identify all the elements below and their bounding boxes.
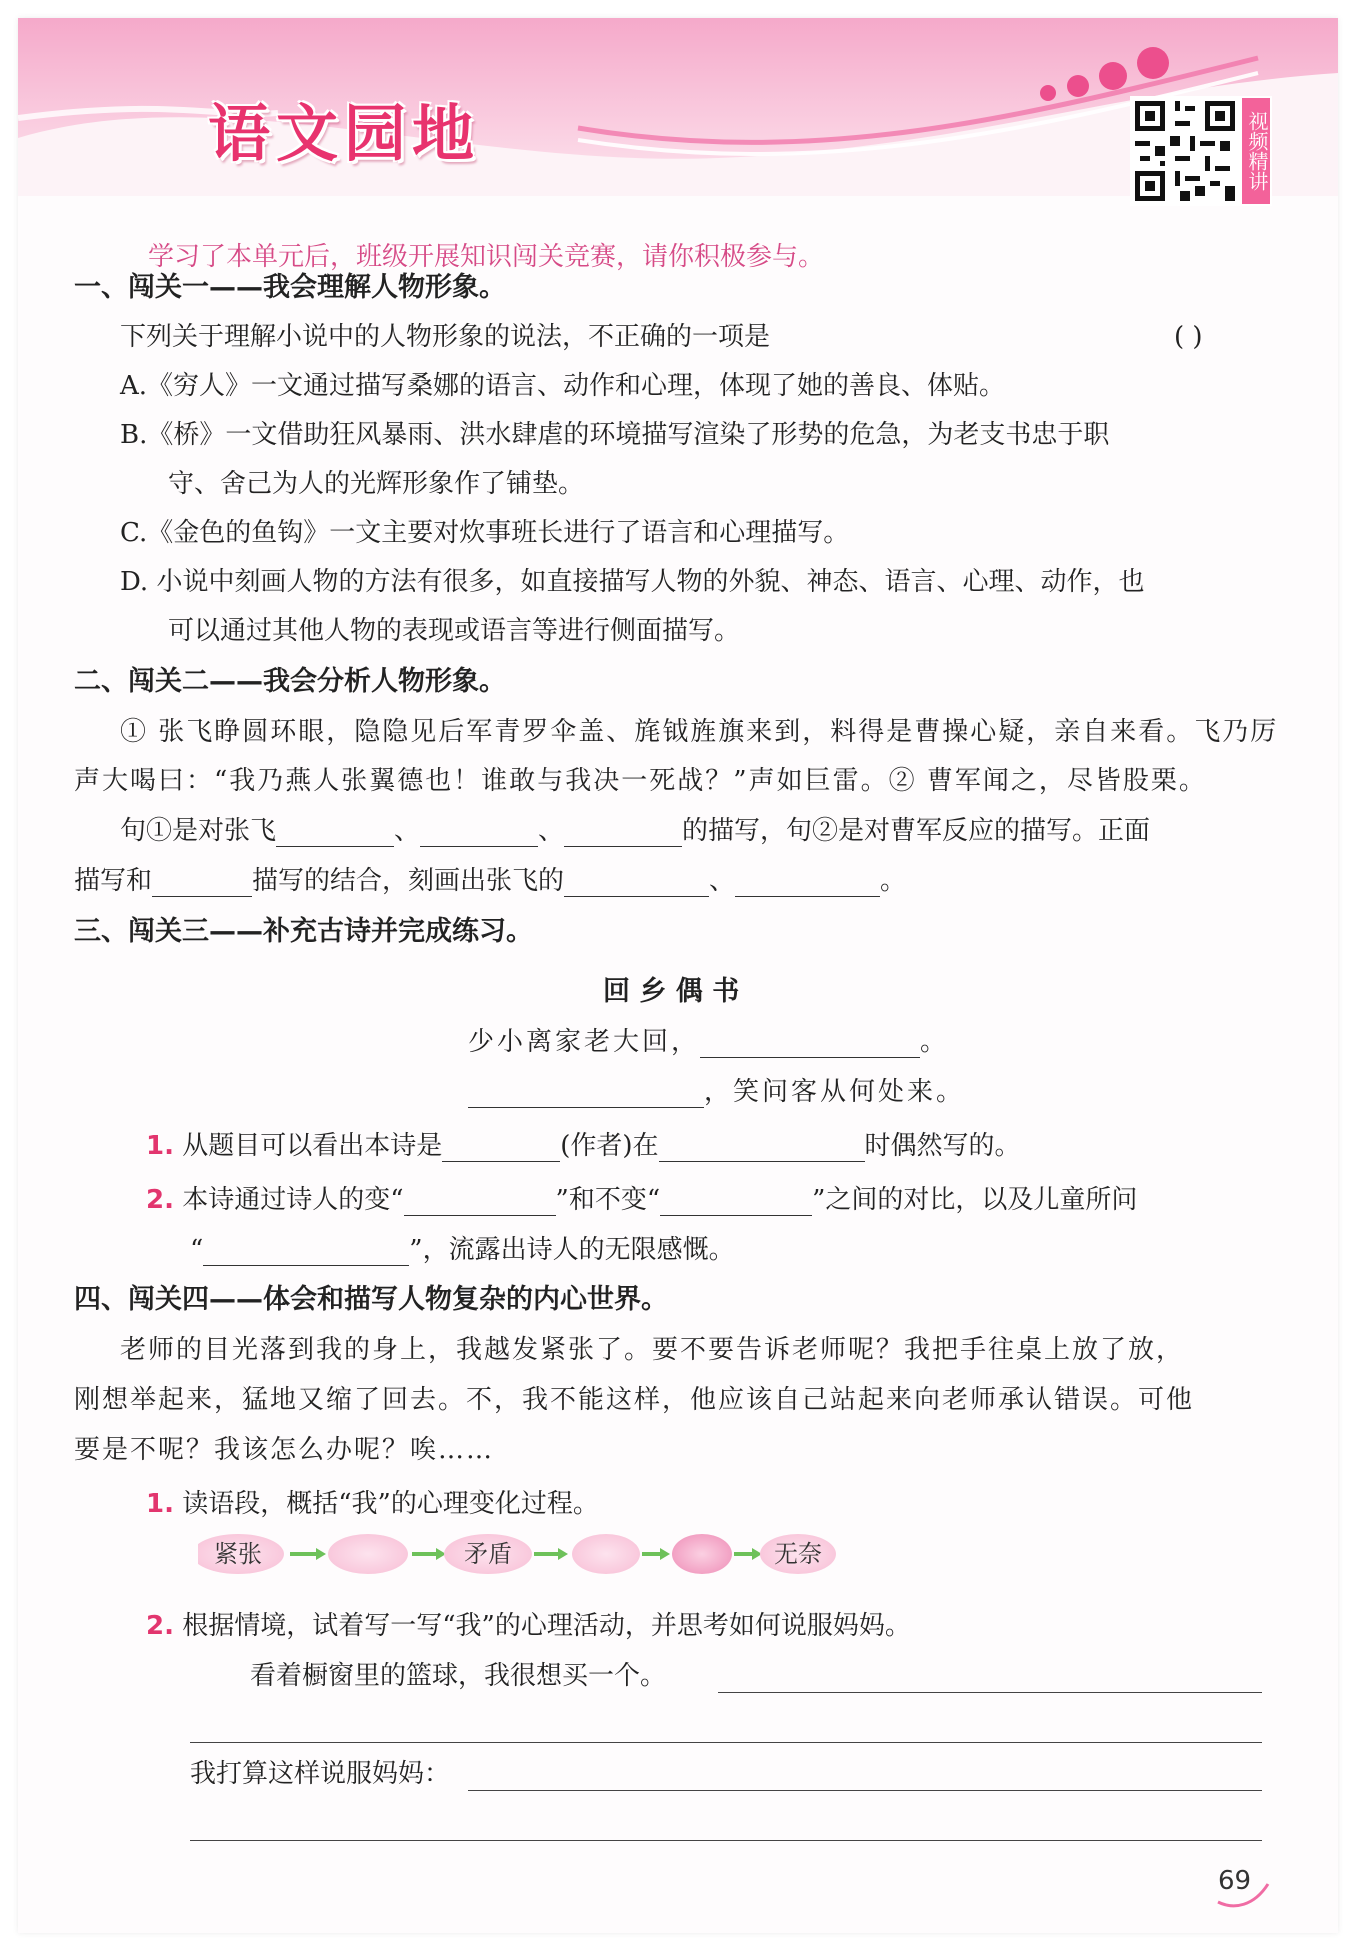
option-b-cont: 守、舍己为人的光辉形象作了铺垫。: [168, 469, 585, 499]
writing-line[interactable]: [718, 1692, 1262, 1693]
flow-label-conflicted: 矛盾: [464, 1540, 512, 1568]
option-a[interactable]: A.《穷人》一文通过描写桑娜的语言、动作和心理，体现了她的善良、体贴。: [120, 371, 1006, 401]
section2-passage-line2: 声大喝曰：“我乃燕人张翼德也！谁敢与我决一死战？”声如巨雷。② 曹军闻之，尽皆股栗。: [74, 766, 1207, 796]
writing-line[interactable]: [468, 1790, 1262, 1791]
writing-prompt-2: 我打算这样说服妈妈：: [190, 1759, 451, 1789]
flow-blank-3[interactable]: [672, 1534, 732, 1574]
decor-dot-icon: [1040, 85, 1056, 101]
page-title: 语文园地: [208, 97, 481, 170]
writing-prompt-1: 看着橱窗里的篮球，我很想买一个。: [250, 1661, 667, 1691]
emotion-flow-diagram: [198, 1530, 838, 1578]
flow-blank-1[interactable]: [328, 1534, 408, 1574]
writing-line[interactable]: [190, 1840, 1262, 1841]
answer-blank[interactable]: [152, 870, 252, 897]
answer-blank[interactable]: [203, 1239, 409, 1266]
section2-question-line1: 句①是对张飞 、 、 的描写，句②是对曹军反应的描写。正面: [120, 816, 1151, 846]
answer-blank[interactable]: [276, 820, 394, 847]
section2-question-line2: 描写和 描写的结合，刻画出张飞的 、 。: [74, 866, 907, 896]
page-number: 69: [1218, 1866, 1252, 1896]
answer-bracket[interactable]: ( ): [1174, 322, 1203, 352]
option-c[interactable]: C.《金色的鱼钩》一文主要对炊事班长进行了语言和心理描写。: [120, 518, 850, 548]
option-d-cont: 可以通过其他人物的表现或语言等进行侧面描写。: [168, 616, 741, 646]
option-d[interactable]: D. 小说中刻画人物的方法有很多，如直接描写人物的外貌、神态、语言、心理、动作，也: [120, 567, 1145, 597]
answer-blank[interactable]: [659, 1135, 865, 1162]
intro-text: 学习了本单元后，班级开展知识闯关竞赛，请你积极参与。: [148, 236, 824, 273]
section4-q2: 2. 根据情境，试着写一写“我”的心理活动，并思考如何说服妈妈。: [146, 1611, 911, 1641]
flow-arrow-icon: [734, 1548, 762, 1560]
section3-q2: 2. 本诗通过诗人的变“ ”和不变“ ”之间的对比，以及儿童所问: [146, 1185, 1138, 1215]
answer-blank[interactable]: [442, 1135, 560, 1162]
flow-blank-2[interactable]: [572, 1534, 640, 1574]
poem-title: 回 乡 偶 书: [603, 976, 740, 1007]
poem-line1: 少小离家老大回， 。: [468, 1027, 950, 1057]
answer-blank[interactable]: [735, 870, 880, 897]
section1-heading: 一、闯关一——我会理解人物形象。: [74, 272, 506, 303]
section3-heading: 三、闯关三——补充古诗并完成练习。: [74, 916, 533, 947]
section4-passage-line3: 要是不呢？我该怎么办呢？唉……: [74, 1435, 495, 1465]
flow-arrow-icon: [290, 1548, 326, 1560]
answer-blank[interactable]: [564, 870, 709, 897]
section3-q2-cont: “ ”，流露出诗人的无限感慨。: [190, 1235, 735, 1265]
writing-line[interactable]: [190, 1742, 1262, 1743]
page-number-swoosh-icon: [1214, 1876, 1274, 1910]
flow-arrow-icon: [642, 1548, 670, 1560]
section4-heading: 四、闯关四——体会和描写人物复杂的内心世界。: [74, 1284, 668, 1315]
section2-heading: 二、闯关二——我会分析人物形象。: [74, 666, 506, 697]
workbook-page: [18, 18, 1338, 1933]
qr-code-icon[interactable]: [1130, 96, 1240, 206]
section4-passage-line1: 老师的目光落到我的身上，我越发紧张了。要不要告诉老师呢？我把手往桌上放了放，: [120, 1335, 1185, 1365]
section4-q1: 1. 读语段，概括“我”的心理变化过程。: [146, 1489, 599, 1519]
flow-label-helpless: 无奈: [774, 1540, 822, 1568]
section1-question: 下列关于理解小说中的人物形象的说法，不正确的一项是: [120, 322, 771, 352]
section3-q1: 1. 从题目可以看出本诗是 (作者)在 时偶然写的。: [146, 1131, 1021, 1161]
poem-line2: ，笑问客从何处来。: [468, 1076, 965, 1108]
answer-blank[interactable]: [468, 1081, 704, 1108]
answer-blank[interactable]: [700, 1031, 920, 1058]
flow-stage-1: [198, 1534, 284, 1574]
option-b[interactable]: B.《桥》一文借助狂风暴雨、洪水肆虐的环境描写渲染了形势的危急，为老支书忠于职: [120, 420, 1110, 450]
section4-passage-line2: 刚想举起来，猛地又缩了回去。不，我不能这样，他应该自己站起来向老师承认错误。可他: [74, 1385, 1195, 1415]
flow-arrow-icon: [412, 1548, 446, 1560]
answer-blank[interactable]: [564, 820, 682, 847]
answer-blank[interactable]: [404, 1189, 556, 1216]
flow-stage-3: [760, 1534, 836, 1574]
answer-blank[interactable]: [420, 820, 538, 847]
flow-label-nervous: 紧张: [214, 1540, 262, 1568]
answer-blank[interactable]: [660, 1189, 812, 1216]
flow-stage-2: [444, 1534, 532, 1574]
section2-passage-line1: ① 张飞睁圆环眼，隐隐见后军青罗伞盖、旄钺旌旗来到，料得是曹操心疑，亲自来看。飞乃厉: [120, 717, 1279, 747]
flow-arrow-icon: [534, 1548, 568, 1560]
video-lesson-label: 视频精讲: [1240, 96, 1272, 206]
